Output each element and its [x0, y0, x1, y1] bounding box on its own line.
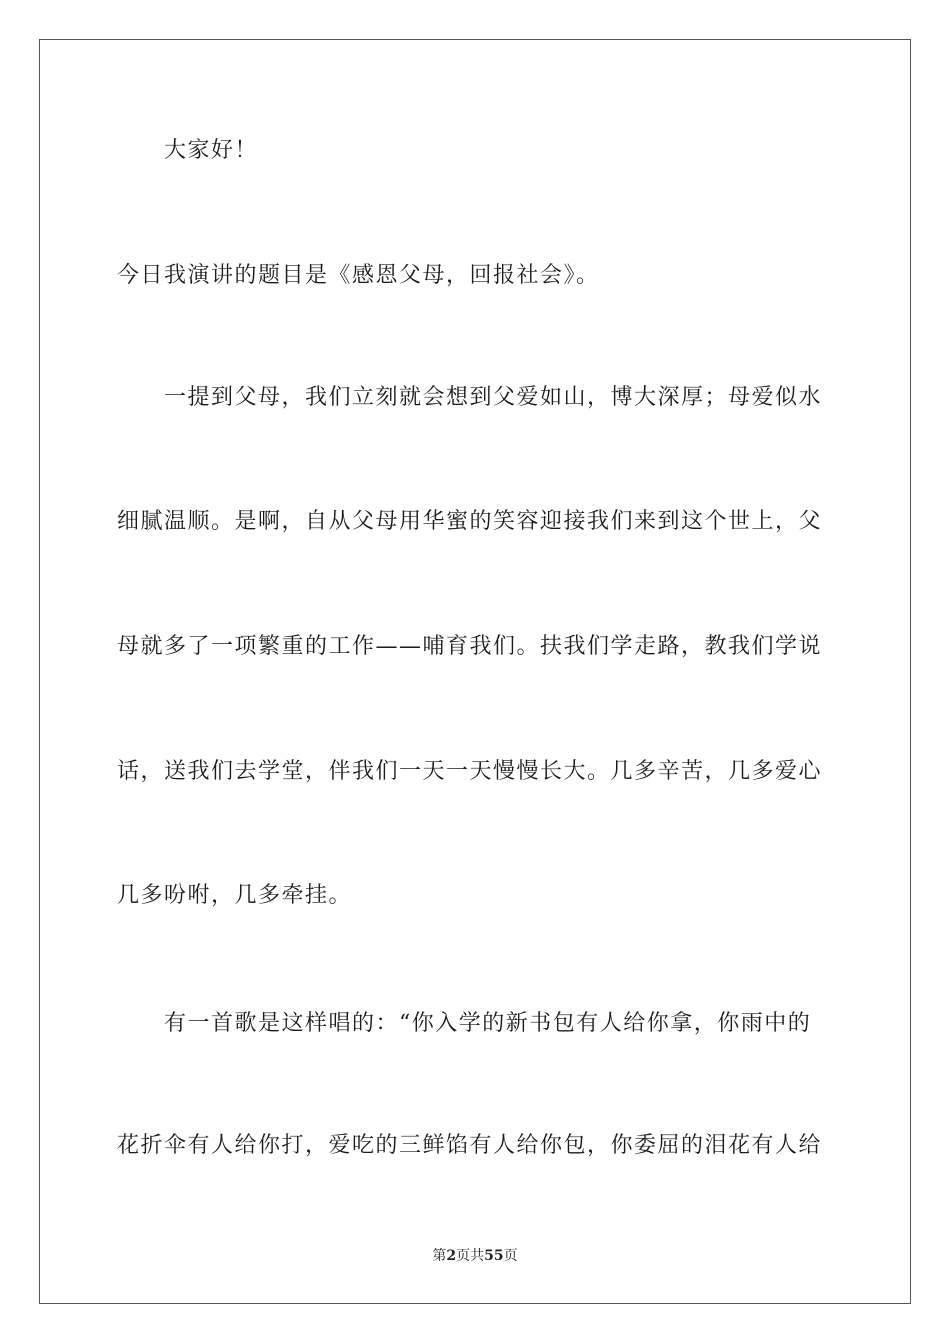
text-line: 花折伞有人给你打，爱吃的三鲜馅有人给你包，你委屈的泪花有人给: [117, 1133, 823, 1158]
page-border: [39, 39, 911, 1304]
text-line: 今日我演讲的题目是《感恩父母，回报社会》。: [117, 263, 600, 288]
text-line: 母就多了一项繁重的工作——哺育我们。扶我们学走路，教我们学说: [117, 634, 823, 659]
page-number: 2: [446, 1248, 457, 1264]
page-suffix: 页: [456, 1248, 471, 1264]
page-prefix: 第: [432, 1248, 447, 1264]
text-line: 话，送我们去学堂，伴我们一天一天慢慢长大。几多辛苦，几多爱心: [117, 759, 823, 784]
total-prefix: 共: [470, 1248, 485, 1264]
greeting-line: 大家好！: [164, 138, 259, 163]
total-suffix: 页: [503, 1248, 518, 1264]
text-line: 几多吩咐，几多牵挂。: [117, 883, 353, 908]
text-line: 有一首歌是这样唱的：“你入学的新书包有人给你拿，你雨中的: [164, 1011, 812, 1036]
page-footer: [0, 1247, 950, 1265]
text-line: 一提到父母，我们立刻就会想到父爱如山，博大深厚；母爱似水: [164, 385, 823, 410]
text-line: 细腻温顺。是啊，自从父母用华蜜的笑容迎接我们来到这个世上，父: [117, 509, 823, 534]
total-pages: 55: [484, 1248, 504, 1264]
